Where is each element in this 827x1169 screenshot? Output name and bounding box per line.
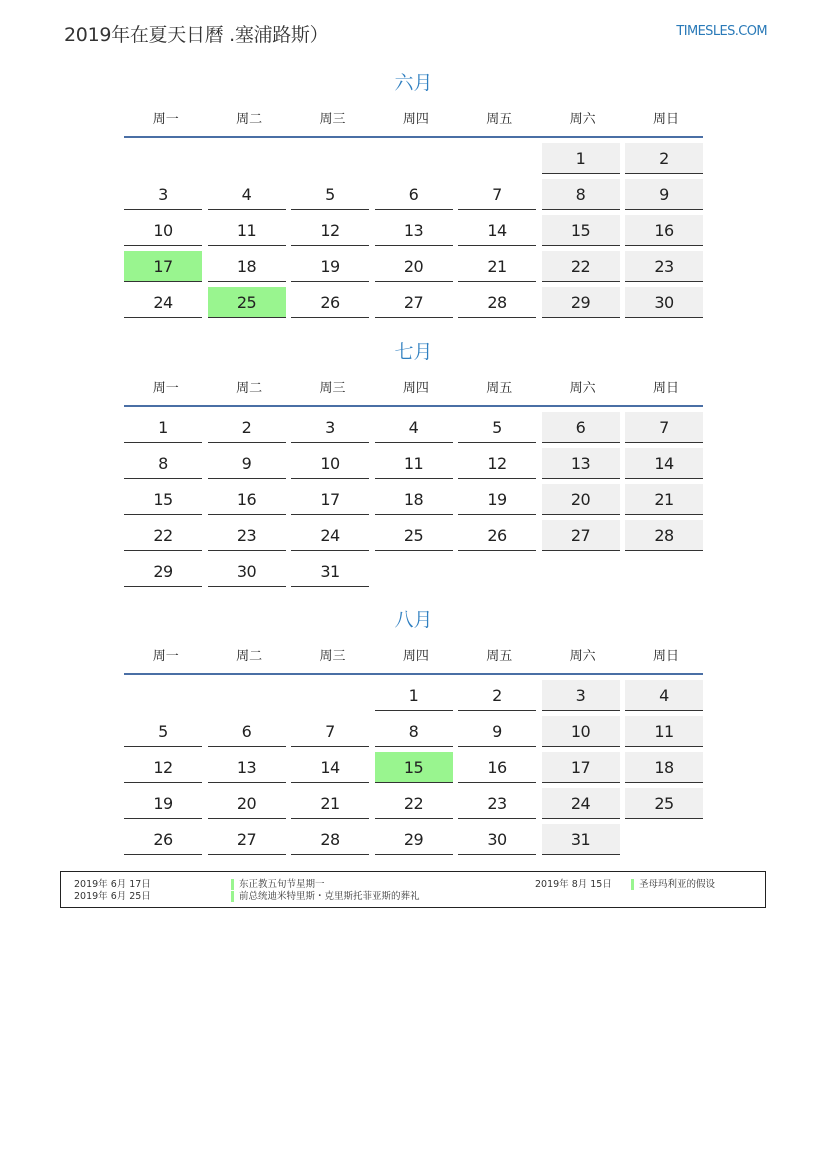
day-cell: 19 (291, 251, 369, 282)
weekday-label: 周三 (319, 112, 346, 127)
weekday-label: 周日 (653, 381, 680, 396)
day-cell: 20 (208, 788, 286, 819)
day-cell: 4 (208, 179, 286, 210)
day-cell: 9 (208, 448, 286, 479)
day-cell: 23 (458, 788, 536, 819)
header-divider (124, 673, 703, 675)
holiday-name: 前总统迪米特里斯・克里斯托菲亚斯的葬礼 (239, 891, 420, 902)
day-cell: 28 (458, 287, 536, 318)
day-cell: 2 (625, 143, 703, 174)
day-cell: 16 (625, 215, 703, 246)
week-row (124, 824, 703, 857)
day-cell: 26 (458, 520, 536, 551)
day-cell: 3 (291, 412, 369, 443)
day-cell: 14 (291, 752, 369, 783)
day-cell: 30 (458, 824, 536, 855)
day-cell: 19 (124, 788, 202, 819)
day-cell: 10 (542, 716, 620, 747)
weekday-label: 周一 (152, 112, 179, 127)
month-calendar (124, 70, 703, 320)
weekday-label: 周六 (569, 649, 596, 664)
day-cell: 5 (291, 179, 369, 210)
day-cell: 28 (291, 824, 369, 855)
week-row (124, 179, 703, 212)
weekday-label: 周二 (236, 649, 263, 664)
day-cell: 2 (458, 680, 536, 711)
month-title: 七月 (394, 341, 433, 363)
day-cell: 5 (458, 412, 536, 443)
day-cell: 9 (625, 179, 703, 210)
holiday-date: 2019年 6月 17日 (74, 879, 151, 890)
page-title: 2019年在夏天日曆 .塞浦路斯） (64, 24, 329, 46)
weekday-label: 周四 (402, 381, 429, 396)
day-cell: 9 (458, 716, 536, 747)
week-row (124, 484, 703, 517)
day-cell: 1 (542, 143, 620, 174)
day-cell: 12 (291, 215, 369, 246)
month-calendar (124, 607, 703, 857)
empty-cell (375, 143, 453, 174)
day-cell: 21 (458, 251, 536, 282)
day-cell: 22 (124, 520, 202, 551)
day-cell: 20 (542, 484, 620, 515)
day-cell: 26 (291, 287, 369, 318)
day-cell: 16 (208, 484, 286, 515)
day-grid (124, 143, 703, 320)
weekday-label: 周三 (319, 381, 346, 396)
day-cell: 17 (124, 251, 202, 282)
weekday-header (124, 108, 703, 130)
day-cell: 26 (124, 824, 202, 855)
day-cell: 24 (542, 788, 620, 819)
site-link[interactable]: TIMESLES.COM (676, 24, 767, 39)
empty-cell (458, 556, 536, 587)
day-cell: 17 (542, 752, 620, 783)
day-cell: 13 (208, 752, 286, 783)
holiday-marker (231, 879, 234, 890)
day-cell: 4 (625, 680, 703, 711)
day-cell: 30 (208, 556, 286, 587)
empty-cell (124, 143, 202, 174)
day-cell: 14 (625, 448, 703, 479)
weekday-label: 周日 (653, 112, 680, 127)
day-cell: 25 (375, 520, 453, 551)
week-row (124, 251, 703, 284)
day-cell: 25 (625, 788, 703, 819)
day-cell: 22 (542, 251, 620, 282)
day-cell: 6 (208, 716, 286, 747)
day-cell: 7 (625, 412, 703, 443)
day-cell: 8 (375, 716, 453, 747)
day-cell: 7 (458, 179, 536, 210)
day-cell: 28 (625, 520, 703, 551)
day-cell: 8 (124, 448, 202, 479)
weekday-label: 周四 (402, 112, 429, 127)
day-cell: 3 (124, 179, 202, 210)
day-cell: 1 (375, 680, 453, 711)
day-cell: 6 (375, 179, 453, 210)
week-row (124, 215, 703, 248)
day-cell: 21 (291, 788, 369, 819)
empty-cell (291, 680, 369, 711)
day-cell: 10 (291, 448, 369, 479)
day-cell: 24 (291, 520, 369, 551)
empty-cell (208, 143, 286, 174)
week-row (124, 752, 703, 785)
day-cell: 31 (542, 824, 620, 855)
month-calendar (124, 339, 703, 589)
week-row (124, 788, 703, 821)
weekday-label: 周日 (653, 649, 680, 664)
empty-cell (458, 143, 536, 174)
holiday-date: 2019年 6月 25日 (74, 891, 151, 902)
day-cell: 1 (124, 412, 202, 443)
day-cell: 29 (124, 556, 202, 587)
day-cell: 10 (124, 215, 202, 246)
day-cell: 27 (208, 824, 286, 855)
day-cell: 17 (291, 484, 369, 515)
holiday-list (60, 871, 766, 908)
header-divider (124, 405, 703, 407)
week-row (124, 680, 703, 713)
day-cell: 4 (375, 412, 453, 443)
weekday-label: 周五 (486, 649, 513, 664)
day-cell: 11 (375, 448, 453, 479)
day-cell: 15 (375, 752, 453, 783)
day-cell: 18 (375, 484, 453, 515)
day-cell: 20 (375, 251, 453, 282)
day-cell: 27 (375, 287, 453, 318)
week-row (124, 448, 703, 481)
holiday-date: 2019年 8月 15日 (535, 879, 612, 890)
weekday-label: 周六 (569, 112, 596, 127)
day-cell: 22 (375, 788, 453, 819)
day-cell: 5 (124, 716, 202, 747)
day-cell: 13 (542, 448, 620, 479)
month-title: 六月 (394, 72, 433, 94)
day-cell: 12 (124, 752, 202, 783)
day-cell: 21 (625, 484, 703, 515)
empty-cell (542, 556, 620, 587)
empty-cell (625, 556, 703, 587)
week-row (124, 716, 703, 749)
weekday-label: 周六 (569, 381, 596, 396)
day-cell: 2 (208, 412, 286, 443)
header-divider (124, 136, 703, 138)
weekday-label: 周三 (319, 649, 346, 664)
day-cell: 16 (458, 752, 536, 783)
day-cell: 29 (542, 287, 620, 318)
day-cell: 23 (208, 520, 286, 551)
day-cell: 7 (291, 716, 369, 747)
weekday-label: 周一 (152, 381, 179, 396)
weekday-label: 周二 (236, 112, 263, 127)
day-cell: 8 (542, 179, 620, 210)
day-cell: 19 (458, 484, 536, 515)
empty-cell (124, 680, 202, 711)
empty-cell (208, 680, 286, 711)
day-cell: 23 (625, 251, 703, 282)
week-row (124, 520, 703, 553)
day-cell: 27 (542, 520, 620, 551)
holiday-marker (231, 891, 234, 902)
weekday-label: 周五 (486, 381, 513, 396)
weekday-label: 周二 (236, 381, 263, 396)
weekday-label: 周五 (486, 112, 513, 127)
weekday-label: 周一 (152, 649, 179, 664)
holiday-marker (631, 879, 634, 890)
day-cell: 30 (625, 287, 703, 318)
day-cell: 12 (458, 448, 536, 479)
day-cell: 31 (291, 556, 369, 587)
holiday-name: 东正教五旬节星期一 (239, 879, 325, 890)
holiday-name: 圣母玛利亚的假设 (639, 879, 716, 890)
day-cell: 15 (124, 484, 202, 515)
day-grid (124, 412, 703, 589)
day-cell: 29 (375, 824, 453, 855)
day-cell: 13 (375, 215, 453, 246)
day-cell: 6 (542, 412, 620, 443)
week-row (124, 556, 703, 589)
weekday-header (124, 377, 703, 399)
day-cell: 24 (124, 287, 202, 318)
week-row (124, 287, 703, 320)
day-cell: 14 (458, 215, 536, 246)
empty-cell (625, 824, 703, 855)
weekday-header (124, 645, 703, 667)
week-row (124, 412, 703, 445)
day-cell: 11 (625, 716, 703, 747)
empty-cell (375, 556, 453, 587)
empty-cell (291, 143, 369, 174)
weekday-label: 周四 (402, 649, 429, 664)
day-grid (124, 680, 703, 857)
day-cell: 15 (542, 215, 620, 246)
day-cell: 18 (625, 752, 703, 783)
week-row (124, 143, 703, 176)
day-cell: 11 (208, 215, 286, 246)
day-cell: 18 (208, 251, 286, 282)
month-title: 八月 (394, 609, 433, 631)
day-cell: 25 (208, 287, 286, 318)
day-cell: 3 (542, 680, 620, 711)
